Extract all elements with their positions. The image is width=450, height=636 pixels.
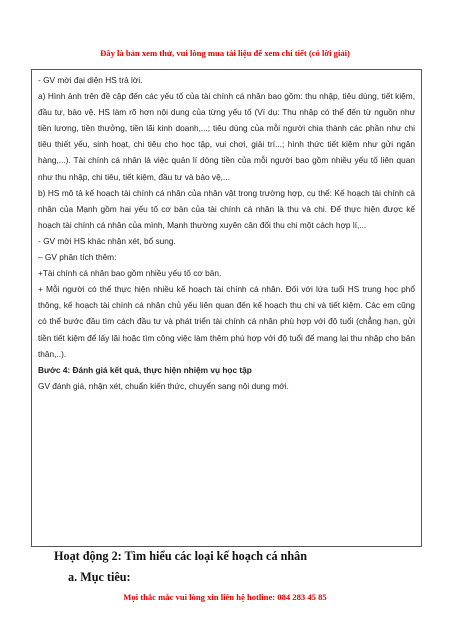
preview-notice: Đây là bản xem thử, vui lòng mua tài liệu để xem chi tiết (có lời giải) <box>100 48 350 58</box>
hotline-footer: Mọi thắc mắc vui lòng xin liên hệ hotline: 084 283 45 85 <box>123 592 327 602</box>
paragraph-point-2: + Mỗi người có thể thực hiện nhiều kế hoạch tài chính cá nhân. Đối với lứa tuổi HS trung học phổ thông, kế hoạch tài chính cá nhân chủ yếu liên quan đến kế hoạch thu chi và tiết kiệm. Các em cũng có thể bước đầu tìm cách đầu tư và phát triển tài chính cá nhân phù hợp với độ tuổi (chẳng hạn, gửi tiền tiết kiệm để lấy lãi hoặc tìm công việc làm thêm phù hợp với độ tuổi để mang lại thu nhập cho bản thân,..). <box>38 284 415 359</box>
paragraph-answer-b: b) HS mô tả kế hoạch tài chính cá nhân của nhân vật trong trường hợp, cụ thể: Kế hoạch tài chính cá nhân của Mạnh gồm hai yếu tố cơ bản của tài chính cá nhân là thu và chi. Để thực hiện được kế hoạch tài chính cá nhân của mình, Mạnh thường xuyên cân đối thu chi một cách hợp lí,... <box>38 187 415 230</box>
step-4-heading: Bước 4: Đánh giá kết quả, thực hiện nhiệm vụ học tập <box>38 364 252 375</box>
paragraph-answer-a: a) Hình ảnh trên đề cập đến các yếu tố của tài chính cá nhân bao gồm: thu nhập, tiêu dùng, tiết kiệm, đầu tư, bảo vệ. HS làm rõ hơn nội dung của từng yếu tố (Ví dụ: Thu nhập có thể đến từ nguồn như tiền lương, tiền thưởng, tiền lãi kinh doanh,...; tiêu dùng của mỗi người chia thành các phần như chi tiêu thiết yếu, sinh hoạt, chi tiêu cho học tập, vui chơi, giải trí...; hình thức tiết kiệm như gửi ngân hàng,...). Tài chính cá nhân là việc quản lí dòng tiền của mỗi người bao gồm nhiều yếu tố liên quan như thu nhập, chi tiêu, tiết kiệm, đầu tư và bảo vệ,... <box>38 91 415 182</box>
paragraph-peer-review: - GV mời HS khác nhận xét, bổ sung. <box>38 235 176 246</box>
paragraph-conclusion: GV đánh giá, nhận xét, chuẩn kiến thức, chuyển sang nội dung mới. <box>38 380 289 391</box>
paragraph-teacher-invite: - GV mời đại diện HS trả lời. <box>38 75 143 85</box>
paragraph-point-1: +Tài chính cá nhân bao gồm nhiều yếu tố cơ bản. <box>38 268 222 279</box>
activity-2-title: Hoạt động 2: Tìm hiểu các loại kế hoạch cá nhân <box>54 549 308 563</box>
paragraph-teacher-analysis: – GV phân tích thêm: <box>38 252 117 263</box>
lesson-content-box <box>31 69 422 547</box>
objective-heading: a. Mục tiêu: <box>68 570 131 584</box>
